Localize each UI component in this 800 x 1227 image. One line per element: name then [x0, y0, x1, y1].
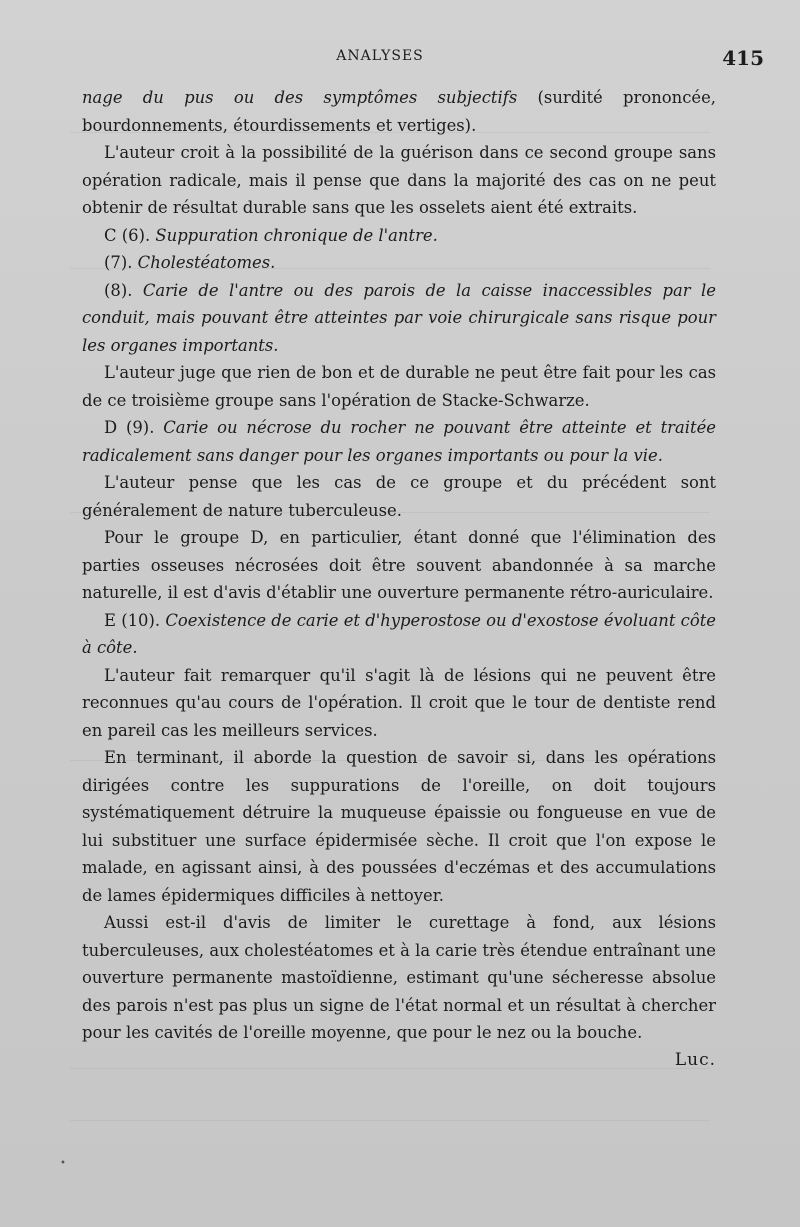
item-d9-label: D (9). — [104, 418, 155, 437]
item-e10 — [82, 607, 716, 662]
running-title: ANALYSES — [336, 48, 424, 64]
running-header — [0, 46, 800, 70]
paragraph-dentist: L'auteur fait remarquer qu'il s'agit là de lésions qui ne peuvent être reconnues qu'au cours de l'opération. Il croit que le tour de dentiste rend en pareil cas les meilleurs services. — [82, 665, 716, 740]
item-c6-title: Suppuration chronique de l'antre. — [155, 225, 438, 245]
continuation-text: (surdité prononcée, bourdonnements, étourdissements et vertiges). — [82, 88, 716, 135]
item-c6-label: C (6). — [104, 225, 151, 245]
paragraph-final: Aussi est-il d'avis de limiter le curettage à fond, aux lésions tuberculeuses, aux cholestéatomes et à la carie très étendue entraînant une ouverture permanente mastoïdienne, estimant qu'une sécheresse absolue des parois n'est pas plus un signe de l'état normal et un résultat à chercher pour les cavités de l'oreille moyenne, que pour le nez ou la bouche. — [82, 913, 716, 1042]
item-c6 — [82, 222, 716, 250]
paragraph-tuberculous: L'auteur pense que les cas de ce groupe et du précédent sont généralement de nature tuberculeuse. — [82, 473, 716, 520]
paragraph-group-d: Pour le groupe D, en particulier, étant donné que l'élimination des parties osseuses nécrosées doit être souvent abandonnée à sa marche naturelle, il est d'avis d'établir une ouverture permanente rétro-auriculaire. — [82, 528, 716, 602]
page-number: 415 — [722, 46, 764, 70]
item-8 — [82, 277, 716, 360]
print-speck: • — [60, 1158, 66, 1169]
item-d9 — [82, 414, 716, 469]
item-7-label: (7). — [104, 253, 133, 272]
item-e10-label: E (10). — [104, 610, 161, 630]
paragraph-group3: L'auteur juge que rien de bon et de durable ne peut être fait pour les cas de ce troisième groupe sans l'opération de Stacke-Schwarze. — [82, 363, 716, 410]
item-7 — [82, 249, 716, 277]
bleed-through-line — [70, 1120, 710, 1121]
paragraph-1 — [82, 84, 716, 139]
item-8-label: (8). — [104, 280, 133, 300]
paragraph-2: L'auteur croit à la possibilité de la guérison dans ce second groupe sans opération radicale, mais il pense que dans la majorité des cas on ne peut obtenir de résultat durable sans que les osselets aient été extraits. — [82, 143, 716, 217]
item-d9-title: Carie ou nécrose du rocher ne pouvant être atteinte et traitée radicalement sans danger pour les organes importants ou pour la vie. — [82, 418, 716, 465]
item-8-title: Carie de l'antre ou des parois de la caisse inaccessibles par le conduit, mais pouvant être atteintes par voie chirurgicale sans risque pour les organes importants. — [82, 280, 716, 355]
author-signature: Luc. — [674, 1049, 716, 1070]
item-e10-title: Coexistence de carie et d'hyperostose ou d'exostose évoluant côte à côte. — [82, 610, 716, 657]
body-text — [82, 84, 716, 1074]
paragraph-conclusion: En terminant, il aborde la question de savoir si, dans les opérations dirigées contre les suppurations de l'oreille, on doit toujours systématiquement détruire la muqueuse épaissie ou fongueuse en vue de lui substituer une surface épidermisée sèche. Il croit que l'on expose le malade, en agissant ainsi, à des poussées d'eczémas et des accumulations de lames épidermiques difficiles à nettoyer. — [82, 748, 716, 905]
item-7-title: Cholestéatomes. — [137, 253, 276, 272]
continuation-italic: nage du pus ou des symptômes subjectifs — [82, 88, 518, 107]
